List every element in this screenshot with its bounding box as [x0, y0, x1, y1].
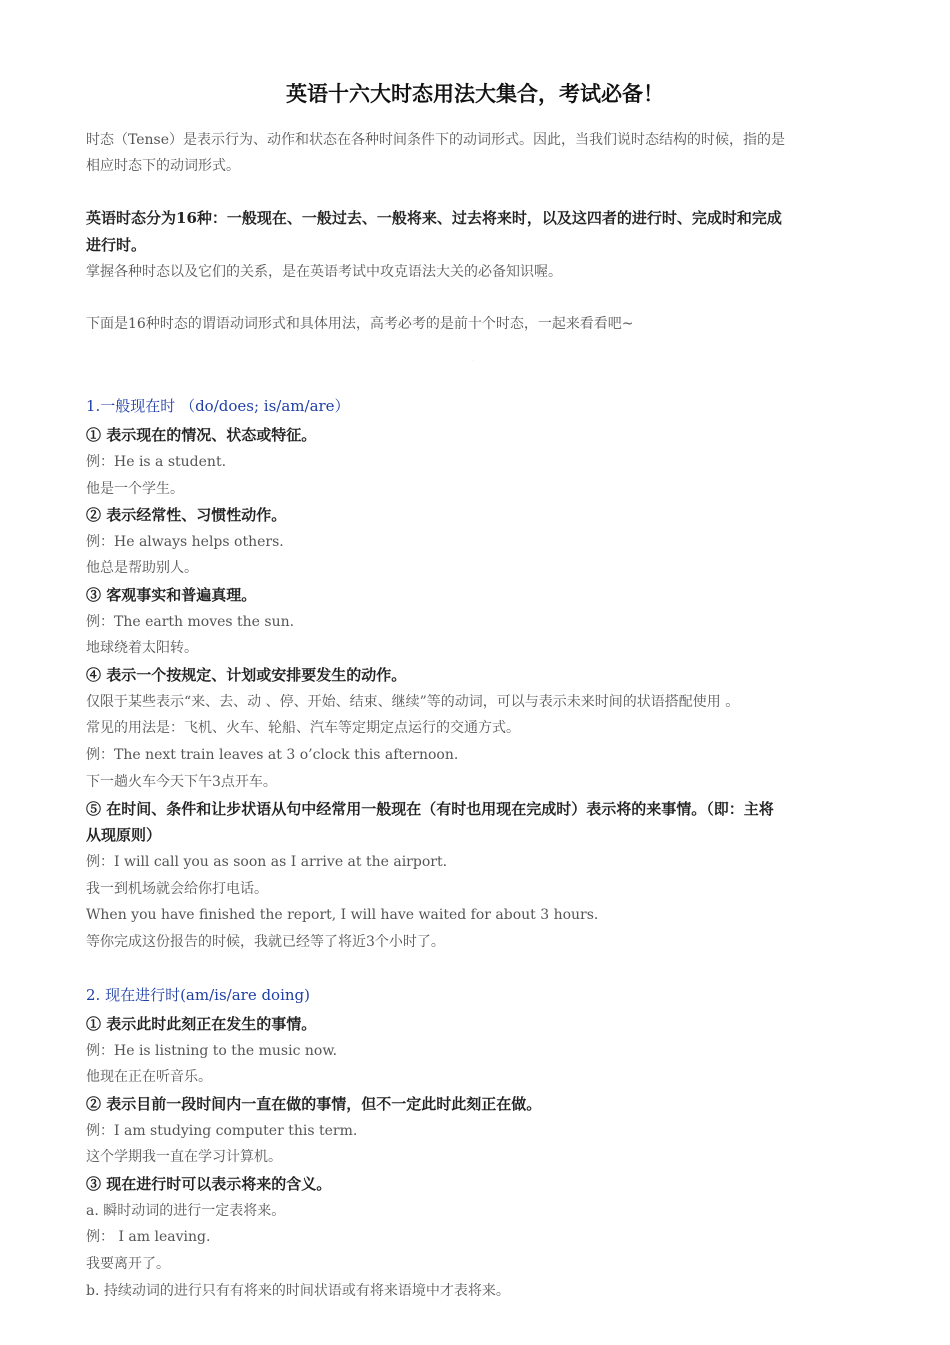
page-title: 英语十六大时态用法大集合，考试必备！: [286, 82, 664, 106]
translation-line: 我要离开了。: [86, 1256, 170, 1272]
intro-line: 相应时态下的动词形式。: [86, 158, 240, 174]
intro-key-line: 英语时态分为16种：一般现在、一般过去、一般将来、过去将来时，以及这四者的进行时、完成时和完成: [86, 209, 782, 227]
example-line: 例： I am leaving.: [86, 1229, 211, 1245]
example-line: 例：I will call you as soon as I arrive at the airport.: [86, 854, 448, 870]
translation-line: 他是一个学生。: [86, 481, 184, 497]
rule-line: ② 表示目前一段时间内一直在做的事情，但不一定此时此刻正在做。: [86, 1095, 542, 1113]
intro-line: 时态（Tense）是表示行为、动作和状态在各种时间条件下的动词形式。因此，当我们说时态结构的时候，指的是: [86, 132, 786, 148]
decorative-mark: ·: [472, 358, 474, 364]
rule-line: ② 表示经常性、习惯性动作。: [86, 506, 287, 524]
example-line: 例：The earth moves the sun.: [86, 614, 295, 630]
section-heading: 1.一般现在时 （do/does; is/am/are）: [86, 397, 350, 415]
translation-line: 下一趟火车今天下午3点开车。: [86, 774, 277, 790]
intro-line: 掌握各种时态以及它们的关系，是在英语考试中攻克语法大关的必备知识喔。: [86, 264, 562, 280]
note-line: a. 瞬时动词的进行一定表将来。: [86, 1203, 286, 1219]
translation-line: 等你完成这份报告的时候，我就已经等了将近3个小时了。: [86, 934, 445, 950]
rule-line: ③ 现在进行时可以表示将来的含义。: [86, 1175, 332, 1193]
example-line: 例：He is listning to the music now.: [86, 1043, 338, 1059]
example-line: When you have finished the report, I will have waited for about 3 hours.: [86, 907, 599, 923]
rule-line: ① 表示此时此刻正在发生的事情。: [86, 1015, 317, 1033]
translation-line: 我一到机场就会给你打电话。: [86, 881, 268, 897]
intro-key-line: 进行时。: [86, 236, 147, 254]
note-line: 仅限于某些表示“来、去、动 、停、开始、结束、继续”等的动词，可以与表示未来时间的状语搭配使用 。: [86, 694, 740, 710]
translation-line: 地球绕着太阳转。: [86, 640, 198, 656]
note-line: 常见的用法是：飞机、火车、轮船、汽车等定期定点运行的交通方式。: [86, 720, 520, 736]
translation-line: 他现在正在听音乐。: [86, 1069, 212, 1085]
intro-line: 下面是16种时态的谓语动词形式和具体用法，高考必考的是前十个时态，一起来看看吧~: [86, 316, 634, 332]
example-line: 例：He always helps others.: [86, 534, 284, 550]
translation-line: 他总是帮助别人。: [86, 560, 198, 576]
rule-line: 从现原则）: [86, 826, 162, 844]
example-line: 例：I am studying computer this term.: [86, 1123, 358, 1139]
rule-line: ③ 客观事实和普遍真理。: [86, 586, 257, 604]
example-line: 例：The next train leaves at 3 o’clock this afternoon.: [86, 747, 459, 763]
rule-line: ⑤ 在时间、条件和让步状语从句中经常用一般现在（有时也用现在完成时）表示将的来事情。（即：主将: [86, 800, 774, 818]
rule-line: ④ 表示一个按规定、计划或安排要发生的动作。: [86, 666, 407, 684]
translation-line: 这个学期我一直在学习计算机。: [86, 1149, 282, 1165]
example-line: 例：He is a student.: [86, 454, 227, 470]
note-line: b. 持续动词的进行只有有将来的时间状语或有将来语境中才表将来。: [86, 1283, 510, 1299]
section-heading: 2. 现在进行时(am/is/are doing): [86, 986, 311, 1004]
rule-line: ① 表示现在的情况、状态或特征。: [86, 426, 317, 444]
